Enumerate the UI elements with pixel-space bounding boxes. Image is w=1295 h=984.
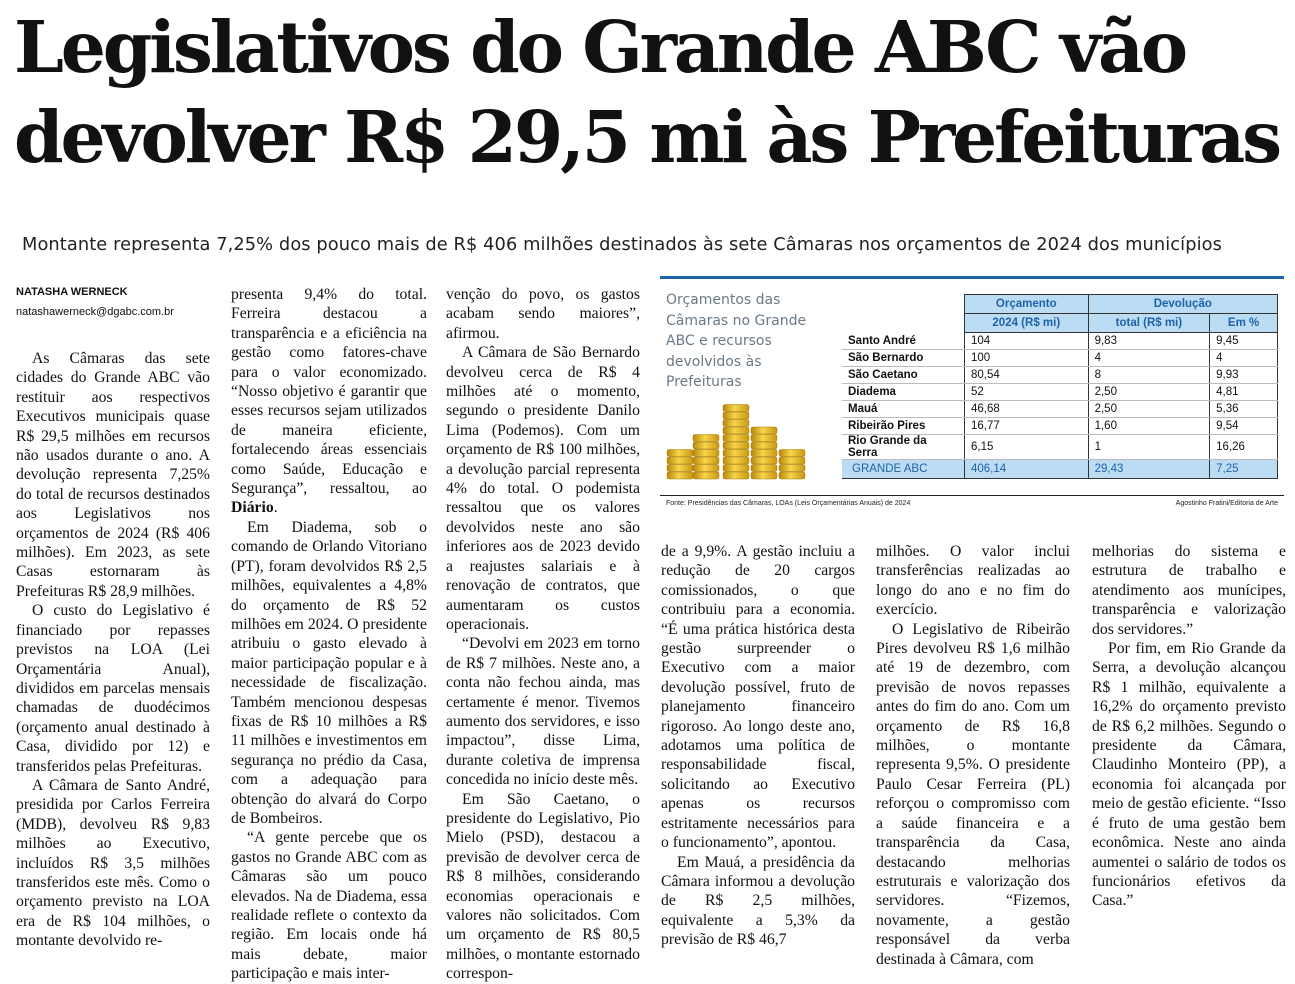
header-orcamento-sub: 2024 (R$ mi)	[965, 314, 1089, 333]
row-pct: 16,26	[1210, 435, 1278, 460]
table-row	[842, 333, 1278, 350]
article-column-4	[661, 542, 855, 950]
paragraph: melhorias do sistema e estrutura de trabalho e atendimento aos munícipes, transparência e valorização dos servidores.”	[1092, 543, 1286, 638]
row-devolucao: 9,83	[1088, 333, 1210, 350]
total-pct: 7,25	[1210, 460, 1278, 479]
headline-line2: devolver R$ 29,5 mi às Prefeituras	[14, 95, 1279, 179]
row-pct: 4	[1210, 350, 1278, 367]
newspaper-name: Diário	[231, 499, 274, 517]
infobox-source: Fonte: Presidências das Câmaras, LOAs (Leis Orçamentárias Anuais) de 2024	[666, 500, 911, 507]
paragraph-text: presenta 9,4% do total. Ferreira destacou a transparência e a eficiência na gestão como fatores-chave para o valor economizado. “Nosso objetivo é garantir que esses recursos sejam utilizados de maneira eficiente, fortalecendo áreas essenciais como Saúde, Educação e Segurança”, ressaltou, ao	[231, 286, 427, 498]
table-row	[842, 350, 1278, 367]
infobox-title: Orçamentos das Câmaras no Grande ABC e recursos devolvidos às Prefeituras	[666, 292, 807, 390]
row-orcamento: 6,15	[965, 435, 1089, 460]
budget-infobox	[660, 276, 1284, 516]
table-row	[842, 401, 1278, 418]
article-column-1	[16, 285, 210, 951]
header-total: total (R$ mi)	[1088, 314, 1210, 333]
headline	[14, 2, 1284, 182]
paragraph	[231, 285, 427, 518]
row-devolucao: 1,60	[1088, 418, 1210, 435]
paragraph: “Devolvi em 2023 em torno de R$ 7 milhões. Neste ano, a conta não fechou ainda, mas certamente é menor. Tivemos aumento dos servidores, e isso impactou”, disse Lima, durante coletiva de imprensa concedida no início deste mês.	[446, 635, 640, 789]
article-column-3	[446, 285, 640, 984]
paragraph: venção do povo, os gastos acabam sendo maiores”, afirmou.	[446, 286, 640, 342]
article-column-2	[231, 285, 427, 984]
table-row	[842, 418, 1278, 435]
row-city: Diadema	[842, 384, 965, 401]
total-orcamento: 406,14	[965, 460, 1089, 479]
row-orcamento: 104	[965, 333, 1089, 350]
subtitle: Montante representa 7,25% dos pouco mais de R$ 406 milhões destinados às sete Câmaras nos orçamentos de 2024 dos municípios	[22, 234, 1222, 255]
paragraph-end: .	[273, 499, 278, 517]
paragraph: Por fim, em Rio Grande da Serra, a devolução alcançou R$ 1 milhão, equivalente a 16,2% do orçamento previsto de R$ 6,2 milhões. Segundo o presidente da Câmara, Claudinho Monteiro (PP), a economia foi alcançada por meio de gestão eficiente. “Isso é fruto de uma gestão bem econômica. Neste ano ainda aumentei o salário de todos os funcionários efetivos da Casa.”	[1092, 640, 1286, 910]
infobox-top-rule	[660, 276, 1284, 279]
row-pct: 4,81	[1210, 384, 1278, 401]
byline-author: NATASHA WERNECK	[16, 286, 128, 298]
row-pct: 9,93	[1210, 367, 1278, 384]
paragraph: A Câmara de Santo André, presidida por Carlos Ferreira (MDB), devolveu R$ 9,83 milhões ao Executivo, incluídos R$ 3,5 milhões transferidos este mês. Como o orçamento previsto na LOA era de R$ 104 milhões, o montante devolvido re-	[16, 776, 210, 950]
row-city: Mauá	[842, 401, 965, 418]
budget-table	[842, 294, 1278, 479]
row-pct: 9,54	[1210, 418, 1278, 435]
header-orcamento: Orçamento	[965, 295, 1089, 314]
coin-stacks-icon	[666, 394, 816, 484]
table-header-row	[842, 295, 1278, 314]
row-pct: 9,45	[1210, 333, 1278, 350]
paragraph: “A gente percebe que os gastos no Grande ABC com as Câmaras são um pouco elevados. Na de Diadema, essa realidade reflete o contexto da região. Em locais onde há mais debate, maior participação e mais inter-	[231, 829, 427, 983]
table-total-row	[842, 460, 1278, 479]
paragraph: Em Diadema, sob o comando de Orlando Vitoriano (PT), foram devolvidos R$ 2,5 milhões, equivalentes a 4,8% do orçamento de R$ 52 milhões em 2024. O presidente atribuiu o gasto elevado à maior participação popular e à necessidade de fiscalização. Também mencionou despesas fixas de R$ 10 milhões a R$ 11 milhões e investimentos em segurança no prédio da Casa, com a adequação para obtenção do alvará do Corpo de Bombeiros.	[231, 518, 427, 827]
article-column-5	[876, 542, 1070, 969]
table-row	[842, 367, 1278, 384]
row-devolucao: 8	[1088, 367, 1210, 384]
row-orcamento: 16,77	[965, 418, 1089, 435]
row-city: Rio Grande da Serra	[842, 435, 965, 460]
paragraph: As Câmaras das sete cidades do Grande ABC vão restituir aos respectivos Executivos municipais quase R$ 29,5 milhões em recursos não usados durante o ano. A devolução representa 7,25% do total de recursos destinados aos Legislativos nos orçamentos de 2024 (R$ 406 milhões). Em 2023, as sete Casas estornaram às Prefeituras R$ 28,9 milhões.	[16, 350, 210, 600]
paragraph: Em São Caetano, o presidente do Legislativo, Pio Mielo (PSD), destacou a previsão de devolver cerca de R$ 8 milhões, considerando economias operacionais e valores não solicitados. Com um orçamento de R$ 80,5 milhões, o montante estornado correspon-	[446, 790, 640, 983]
row-city: São Bernardo	[842, 350, 965, 367]
infobox-bottom-rule	[660, 495, 1284, 496]
paragraph: de a 9,9%. A gestão incluiu a redução de 20 cargos comissionados, o que contribuiu para a economia. “É uma prática histórica desta gestão surpreender o Executivo com a maior devolução possível, fruto de planejamento financeiro rigoroso. Ao longo deste ano, adotamos uma política de responsabilidade fiscal, solicitando ao Executivo apenas os recursos estritamente necessários para o funcionamento”, apontou.	[661, 543, 855, 852]
row-devolucao: 2,50	[1088, 401, 1210, 418]
infobox-credit: Agostinho Fratini/Editoria de Arte	[1175, 500, 1278, 507]
paragraph: O Legislativo de Ribeirão Pires devolveu R$ 1,6 milhão até 19 de dezembro, com previsão de novos repasses antes do fim do ano. Com um orçamento de R$ 16,8 milhões, o montante representa 9,5%. O presidente Paulo Cesar Ferreira (PL) reforçou o compromisso com a saúde financeira e a transparência da Casa, destacando melhorias estruturais e valorização dos servidores. “Fizemos, novamente, a gestão responsável da verba destinada à Câmara, com	[876, 620, 1070, 968]
row-orcamento: 46,68	[965, 401, 1089, 418]
row-city: São Caetano	[842, 367, 965, 384]
row-devolucao: 2,50	[1088, 384, 1210, 401]
table-row	[842, 435, 1278, 460]
header-pct: Em %	[1210, 314, 1278, 333]
row-city: Santo André	[842, 333, 965, 350]
row-city: Ribeirão Pires	[842, 418, 965, 435]
row-orcamento: 52	[965, 384, 1089, 401]
row-devolucao: 1	[1088, 435, 1210, 460]
row-orcamento: 80,54	[965, 367, 1089, 384]
row-pct: 5,36	[1210, 401, 1278, 418]
headline-line1: Legislativos do Grande ABC vão	[14, 5, 1185, 89]
table-corner	[842, 295, 965, 333]
row-devolucao: 4	[1088, 350, 1210, 367]
table-row	[842, 384, 1278, 401]
total-devolucao: 29,43	[1088, 460, 1210, 479]
paragraph: A Câmara de São Bernardo devolveu cerca de R$ 4 milhões até o momento, segundo o presidente Danilo Lima (Podemos). Com um orçamento de R$ 100 milhões, a devolução parcial representa 4% do total. O podemista ressaltou que os valores devolvidos neste ano são inferiores aos de 2023 devido a reajustes salariais e à renovação de contratos, que aumentaram os custos operacionais.	[446, 344, 640, 633]
paragraph: Em Mauá, a presidência da Câmara informou a devolução de R$ 2,5 milhões, equivalente a 5,3% da previsão de R$ 46,7	[661, 853, 855, 949]
header-devolucao: Devolução	[1088, 295, 1277, 314]
row-orcamento: 100	[965, 350, 1089, 367]
paragraph: milhões. O valor inclui transferências realizadas ao longo do ano e no fim do exercício.	[876, 543, 1070, 619]
total-label: GRANDE ABC	[842, 460, 965, 479]
paragraph: O custo do Legislativo é financiado por repasses previstos na LOA (Lei Orçamentária Anual), divididos em parcelas mensais chamadas de duodécimos (orçamento anual destinado à Casa, dividido por 12) e transferidos pelas Prefeituras.	[16, 602, 210, 775]
article-column-6	[1092, 542, 1286, 911]
byline-email: natashawerneck@dgabc.com.br	[16, 306, 174, 318]
